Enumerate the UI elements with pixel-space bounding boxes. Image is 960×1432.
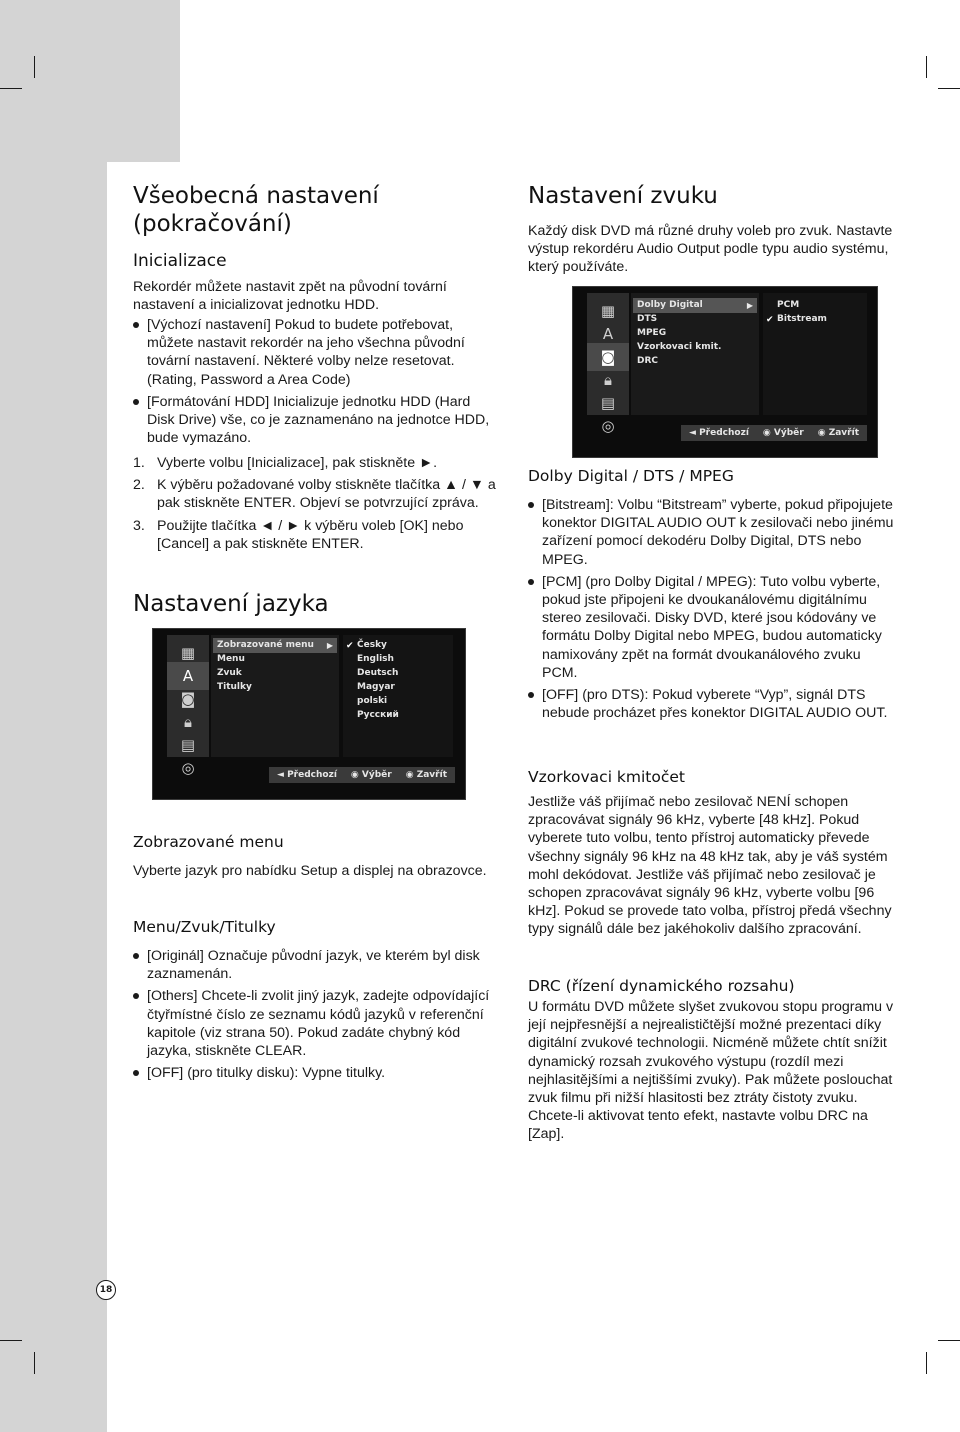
nav-prev: ◄ Předchozí [277, 770, 337, 780]
option-english: English [357, 654, 394, 664]
menu-item-sampling: Vzorkovaci kmit. [637, 342, 722, 352]
film-icon: ▤ [180, 736, 196, 754]
menu-icon-column [167, 635, 209, 777]
option-pcm: PCM [777, 300, 800, 310]
display-menu-text: Vyberte jazyk pro nabídku Setup a displej na obrazovce. [133, 863, 487, 879]
crop-mark [926, 1352, 927, 1374]
crop-mark [938, 1340, 960, 1341]
heading-dolby-dts-mpeg: Dolby Digital / DTS / MPEG [528, 467, 734, 485]
language-icon: A [182, 667, 194, 685]
option-czech: Česky [357, 640, 387, 650]
speaker-icon: ◙ [600, 348, 616, 366]
bullet-icon [133, 322, 139, 328]
bullet-icon [528, 579, 534, 585]
page-number: 18 [96, 1280, 116, 1300]
crop-mark [0, 88, 22, 89]
list-item: [Výchozí nastavení] Pokud to budete potřebovat, můžete nastavit rekordér na jeho všechna původní tovární nastavení. Některé volby nelze resetovat. (Rating, Password a Area Code) [133, 316, 501, 389]
list-item: [Originál] Označuje původní jazyk, ve kterém byl disk zaznamenán. [133, 947, 501, 983]
heading-sampling-frequency: Vzorkovaci kmitočet [528, 768, 686, 786]
crop-mark [926, 56, 927, 78]
list-item: 2. K výběru požadované volby stiskněte tlačítka ▲ / ▼ a pak stiskněte ENTER. Objeví se potvrzující zpráva. [133, 477, 496, 512]
lock-icon: 🔒︎ [184, 713, 192, 731]
menu-item-audio: Zvuk [217, 668, 242, 678]
nav-select: ◉ Výběr [762, 428, 804, 438]
list-item: 1. Vyberte volbu [Inicializace], pak stiskněte ►. [133, 455, 438, 471]
menu-nav-bar [681, 425, 867, 441]
speaker-icon: ◙ [180, 690, 196, 708]
disc-icon: ◎ [601, 417, 615, 435]
audio-intro: Každý disk DVD má různé druhy voleb pro zvuk. Nastavte výstup rekordéru Audio Output podle typu audio systému, který používáte. [528, 223, 893, 276]
menu-footer [573, 415, 877, 457]
bullet-icon [528, 692, 534, 698]
option-bitstream: Bitstream [777, 314, 827, 324]
menu-item-dts: DTS [637, 314, 658, 324]
menu-item-mpeg: MPEG [637, 328, 667, 338]
list-item: [Bitstream]: Volbu “Bitstream” vyberte, pokud připojujete konektor DIGITAL AUDIO OUT k zesilovači nebo jinému zařízení pomocí dekodéru Dolby Digital, DTS nebo MPEG. [528, 496, 900, 569]
bullet-icon [133, 953, 139, 959]
section-title-general-settings: Všeobecná nastavení (pokračování) [133, 183, 379, 237]
crop-mark [938, 88, 960, 89]
option-german: Deutsch [357, 668, 399, 678]
option-hungarian: Magyar [357, 682, 395, 692]
section-title-audio-settings: Nastavení zvuku [528, 183, 718, 209]
disc-menu-icon: ▦ [600, 302, 616, 320]
heading-display-menu: Zobrazované menu [133, 833, 284, 851]
menu-nav-bar [269, 767, 455, 783]
bullet-icon [133, 399, 139, 405]
disc-menu-icon: ▦ [180, 644, 196, 662]
nav-prev: ◄ Předchozí [689, 428, 749, 438]
crop-mark [34, 1352, 35, 1374]
bullet-icon [133, 1070, 139, 1076]
option-russian: Русский [357, 710, 399, 720]
heading-initialization: Inicializace [133, 251, 227, 271]
sampling-text: Jestliže váš přijímač nebo zesilovač NENÍ schopen zpracovávat signály 96 kHz, vyberte [48 kHz]. Pokud vyberete tuto volbu, tento přístroj automaticky převede všechny signály 96 kHz na 48 kHz tak, aby je váš systém mohl dekódovat. Jestliže váš přijímač nebo zesilovač je schopen zpracovávat signály 96 kHz, vyberte volbu [96 kHz]. Pokud se provede tato volba, přístroj předá všechny typy signálů dále bez jakéhokoliv dalšího zpracování. [528, 794, 892, 938]
language-menu-screenshot [152, 628, 466, 800]
mst-bullet-list [133, 947, 501, 1086]
check-icon: ✔ [766, 314, 774, 324]
list-item: [OFF] (pro DTS): Pokud vyberete “Vyp”, signál DTS nebude procházet přes konektor DIGITAL AUDIO OUT. [528, 686, 900, 722]
menu-item-drc: DRC [637, 356, 659, 366]
menu-items-column [631, 293, 759, 415]
dolby-bullet-list [528, 496, 900, 726]
crop-mark [34, 56, 35, 78]
nav-close: ◉ Zavřít [405, 770, 447, 780]
list-item: [Others] Chcete-li zvolit jiný jazyk, zadejte odpovídající čtyřmístné číslo ze seznamu kódů jazyků v referenční kapitole (viz strana 50). Pokud zadáte chybný kód jazyka, stiskněte CLEAR. [133, 987, 501, 1060]
list-item: [PCM] (pro Dolby Digital / MPEG): Tuto volbu vyberte, pokud jste připojeni ke dvoukanálovému digitálnímu stereo zesilovači. Disky DVD, které jsou kódovány ve formátu Dolby Digital nebo MPEG, budou automaticky namixovány zpět na formát dvoukanálového zvuku PCM. [528, 573, 900, 682]
menu-options-column [763, 293, 867, 415]
check-icon: ✔ [346, 640, 354, 650]
menu-item-menu: Menu [217, 654, 245, 664]
heading-drc: DRC (řízení dynamického rozsahu) [528, 977, 795, 995]
heading-menu-audio-subtitles: Menu/Zvuk/Titulky [133, 918, 276, 936]
menu-item-dolby-digital: Dolby Digital [637, 300, 703, 310]
film-icon: ▤ [600, 394, 616, 412]
menu-options-column [343, 635, 453, 757]
menu-icon-column [587, 293, 629, 435]
menu-items-column [211, 635, 339, 757]
arrow-right-icon: ▶ [746, 301, 753, 310]
init-bullet-list [133, 316, 501, 451]
menu-item-display-menu: Zobrazované menu [217, 640, 314, 650]
heading-language-settings: Nastavení jazyka [133, 591, 329, 617]
gray-band-left [0, 162, 107, 1432]
language-icon: A [602, 325, 614, 343]
disc-icon: ◎ [181, 759, 195, 777]
nav-close: ◉ Zavřít [817, 428, 859, 438]
option-polish: polski [357, 696, 388, 706]
init-steps-list [133, 454, 501, 557]
nav-select: ◉ Výběr [350, 770, 392, 780]
list-item: [Formátování HDD] Inicializuje jednotku HDD (Hard Disk Drive) vše, co je zaznamenáno na jednotce HDD, bude vymazáno. [133, 393, 501, 448]
lock-icon: 🔒︎ [604, 371, 612, 389]
list-item: [OFF] (pro titulky disku): Vypne titulky. [133, 1064, 501, 1082]
bullet-icon [133, 993, 139, 999]
crop-mark [0, 1340, 22, 1341]
gray-band-top [0, 0, 180, 162]
menu-item-subtitles: Titulky [217, 682, 252, 692]
bullet-icon [528, 502, 534, 508]
drc-text: U formátu DVD můžete slyšet zvukovou stopu programu v její nejpřesnější a nejrealističtější možné prezentaci díky digitální zvukové technologii. Nicméně můžete chtít snížit dynamický rozsah zvukového výstupu (rozdíl mezi nejhlasitějšími a nejtiššími zvuky). Pak můžete poslouchat zvuk filmu při nižší hlasitosti bez ztráty čistoty zvuku. Chcete-li aktivovat tento efekt, nastavte volbu DRC na [Zap]. [528, 999, 894, 1143]
audio-menu-screenshot [572, 286, 878, 458]
menu-footer [153, 757, 465, 799]
arrow-right-icon: ▶ [326, 641, 333, 650]
list-item: 3. Použijte tlačítka ◄ / ► k výběru voleb [OK] nebo [Cancel] a pak stiskněte ENTER. [133, 517, 464, 552]
init-intro: Rekordér můžete nastavit zpět na původní tovární nastavení a inicializovat jednotku HDD. [133, 279, 447, 314]
